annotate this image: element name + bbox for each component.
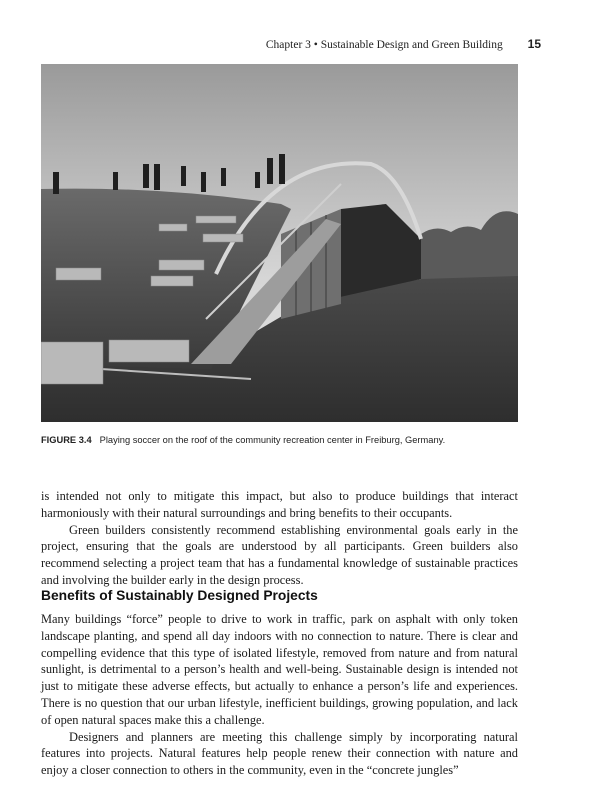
- paragraph: Designers and planners are meeting this challenge simply by incorporating natural features into projects. Natural features help people renew their connection with nature and enjoy a closer connection to others in the community, even in the “concrete jungles”: [41, 729, 518, 778]
- running-header: [40, 37, 541, 51]
- photo-illustration: [41, 64, 518, 422]
- section-heading: Benefits of Sustainably Designed Projects: [41, 588, 318, 603]
- figure-caption: [41, 435, 541, 445]
- chapter-title: Sustainable Design and Green Building: [320, 39, 503, 51]
- figure-photo: [41, 64, 518, 422]
- chapter-label: Chapter 3: [265, 39, 311, 51]
- figure-caption-text: Playing soccer on the roof of the community recreation center in Freiburg, Germany.: [99, 435, 446, 445]
- paragraph: Many buildings “force” people to drive to work in traffic, park on asphalt with only token landscape planting, and spend all day indoors with no connection to nature. There is clear and compelling evidence that this type of isolated lifestyle, removed from nature and from natural sunlight, is detrimental to a person’s health and well-being. Sustainable design is intended not just to mitigate these adverse effects, but actually to enhance a person’s life and experiences. There is no question that our urban lifestyle, inefficient buildings, growing population, and lack of open natural spaces make this a challenge.: [41, 612, 518, 727]
- paragraph: Green builders consistently recommend establishing environmental goals early in the project, ensuring that the goals are understood by all participants. Green builders also recommend selecting a project team that has a fundamental knowledge of sustainable practices and involving the builder early in the design process.: [41, 522, 518, 587]
- text-block-top: [41, 488, 518, 589]
- page-number: 15: [527, 37, 541, 51]
- paragraph: is intended not only to mitigate this impact, but also to produce buildings that interact harmoniously with their natural surroundings and bring benefits to their occupants.: [41, 489, 518, 520]
- figure-label: FIGURE 3.4: [41, 435, 92, 445]
- text-block-bottom: [41, 611, 518, 779]
- header-separator: •: [313, 39, 318, 51]
